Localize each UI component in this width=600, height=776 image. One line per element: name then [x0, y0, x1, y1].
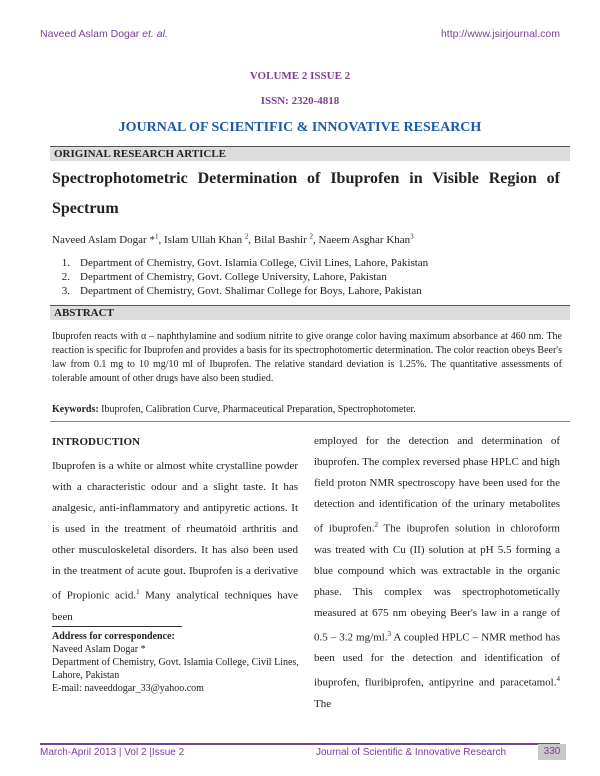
intro-paragraph-left: Ibuprofen is a white or almost white crystalline powder with a characteristic odour and a slight taste. It has analgesic, anti-inflammatory and antipyretic actions. It is used in the treatment of rheumatoid arthritis and other musculoskeletal disorders. It has also been used in the treatment of acute gout. Ibuprofen is a derivative of Propionic acid.$^1$ Many analytical techniques have been — [52, 460, 298, 623]
footer-journal-name: Journal of Scientific & Innovative Research — [316, 747, 507, 758]
correspondence-email[interactable]: E-mail: naveeddogar_33@yahoo.com — [52, 683, 204, 694]
author-4: Naeem Asghar Khan$^3$ — [318, 232, 414, 246]
author-1: Naveed Aslam Dogar *$^1$, — [52, 232, 164, 246]
footer-issue-info: March-April 2013 | Vol 2 |Issue 2 — [40, 747, 185, 758]
correspondence-block — [52, 630, 300, 695]
introduction-heading: INTRODUCTION — [52, 436, 141, 448]
left-column — [52, 436, 298, 628]
correspondence-heading: Address for correspondence: — [52, 631, 175, 642]
article-type-bar: ORIGINAL RESEARCH ARTICLE — [50, 146, 570, 161]
right-column — [314, 431, 560, 715]
affiliation-list — [52, 256, 428, 298]
journal-title: JOURNAL OF SCIENTIFIC & INNOVATIVE RESEARCH — [118, 120, 482, 135]
issn: ISSN: 2320-4818 — [260, 95, 340, 107]
abstract-text: Ibuprofen reacts with α – naphthylamine and sodium nitrite to give orange color having maximum absorbance at 460 nm. The reaction is specific for Ibuprofen and provides a basis for its spectrophotomertic determination. The color reaction obeys Beer's law from 0.1 mg to 10 mg/10 ml of Ibuprofen. The relative standard deviation is 1.25%. The quantitative assessments of tolerable amount of other drugs have also been studied. — [52, 331, 562, 384]
correspondence-address: Department of Chemistry, Govt. Islamia College, Civil Lines, Lahore, Pakistan — [52, 657, 299, 681]
et-al: et. al. — [142, 28, 168, 40]
journal-url[interactable]: http://www.jsirjournal.com — [440, 28, 560, 40]
affiliation-item: 1. Department of Chemistry, Govt. Islamia College, Civil Lines, Lahore, Pakistan — [61, 257, 429, 269]
affiliation-item: 2. Department of Chemistry, Govt. College University, Lahore, Pakistan — [61, 271, 387, 283]
correspondence-name: Naveed Aslam Dogar * — [52, 644, 146, 655]
abstract-bar: ABSTRACT — [50, 305, 570, 320]
author-2: Islam Ullah Khan $^2$, — [163, 232, 254, 246]
footer-divider — [40, 743, 560, 745]
intro-paragraph-right: employed for the detection and determination of ibuprofen. The complex reversed phase HPLC and high field proton NMR spectroscopy have been used for the detection and identification of the urinary metabolites of ibuprofen.$^2$ The ibuprofen solution in chloroform was treated with Cu (II) solution at pH 5.5 forming a blue compound which was extractable in the organic phase. This complex was spectrophotometically measured at 675 nm obeying Beer's law in a range of 0.5 – 3.2 mg/ml.$^3$ A coupled HPLC – NMR method has been used for the detection and identification of ibuprofen, fluribiprofen, antipyrine and paracetamol.$^4$ The — [314, 435, 560, 710]
author-3: Bilal Bashir $^2$, — [253, 232, 319, 246]
affiliation-item: 3. Department of Chemistry, Govt. Shalimar College for Boys, Lahore, Pakistan — [61, 285, 422, 297]
article-title: Spectrophotometric Determination of Ibuprofen in Visible Region of Spectrum — [52, 170, 560, 217]
correspondence-divider — [52, 626, 182, 627]
running-header-author: Naveed Aslam Dogar et. al. — [40, 28, 168, 40]
keywords-line: Keywords: Ibuprofen, Calibration Curve, Pharmaceutical Preparation, Spectrophotometer. — [52, 404, 416, 415]
page-number: 330 — [538, 744, 566, 760]
section-divider — [50, 421, 570, 422]
volume-issue: VOLUME 2 ISSUE 2 — [249, 70, 351, 82]
author-list — [52, 232, 414, 246]
